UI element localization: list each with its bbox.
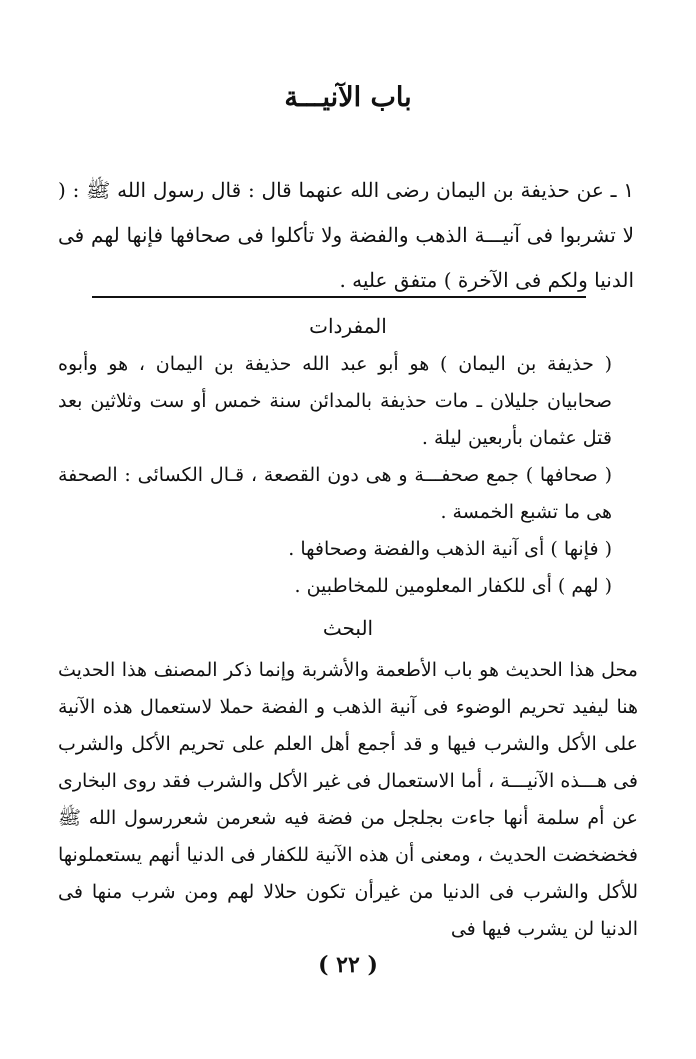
hadith-text: ١ ـ عن حذيفة بن اليمان رضى الله عنهما قال : قال رسول الله ﷺ : ( لا تشربوا فى آنيـــة الذهب والفضة ولا تأكلوا فى صحافها فإنها لهم فى الدنيا ولكم فى الآخرة ) متفق عليه .	[58, 178, 634, 292]
vocabulary-entry: ( حذيفة بن اليمان ) هو أبو عبد الله حذيفة بن اليمان ، هو وأبوه صحابيان جليلان ـ مات حذيفة بالمدائن سنة خمس أو ست وثلاثين بعد قتل عثمان بأربعين ليلة .	[58, 353, 612, 449]
page-number: ( ٢٢ )	[318, 952, 378, 978]
vocabulary-entry: ( صحافها ) جمع صحفـــة و هى دون القصعة ، قـال الكسائى : الصحفة هى ما تشبع الخمسة .	[58, 464, 612, 523]
divider-line	[92, 296, 586, 298]
vocabulary-section	[58, 346, 638, 605]
research-heading: البحث	[322, 616, 374, 640]
research-paragraph: محل هذا الحديث هو باب الأطعمة والأشربة وإنما ذكر المصنف هذا الحديث هنا ليفيد تحريم الوضوء فى آنية الذهب و الفضة حملا لاستعمال هذه الآنية على الأكل والشرب فيها و قد أجمع أهل العلم على تحريم الأكل والشرب فى هـــذه الآنيـــة ، أما الاستعمال فى غير الأكل والشرب فقد روى البخارى عن أم سلمة أنها جاءت بجلجل من فضة فيه شعرمن شعررسول الله ﷺ فخضخضت الحديث ، ومعنى أن هذه الآنية للكفار فى الدنيا أنهم يستعملونها للأكل والشرب فى الدنيا من غيرأن تكون حلالا لهم ومن شرب منها فى الدنيا لن يشرب فيها فى	[58, 659, 638, 940]
vocabulary-heading: المفردات	[309, 314, 387, 338]
chapter-title: باب الآنيـــة	[284, 82, 412, 113]
research-section	[58, 652, 638, 948]
vocabulary-entry: ( فإنها ) أى آنية الذهب والفضة وصحافها .	[288, 538, 612, 560]
hadith-text-block	[58, 168, 634, 303]
vocabulary-entry: ( لهم ) أى للكفار المعلومين للمخاطبين .	[294, 575, 612, 597]
